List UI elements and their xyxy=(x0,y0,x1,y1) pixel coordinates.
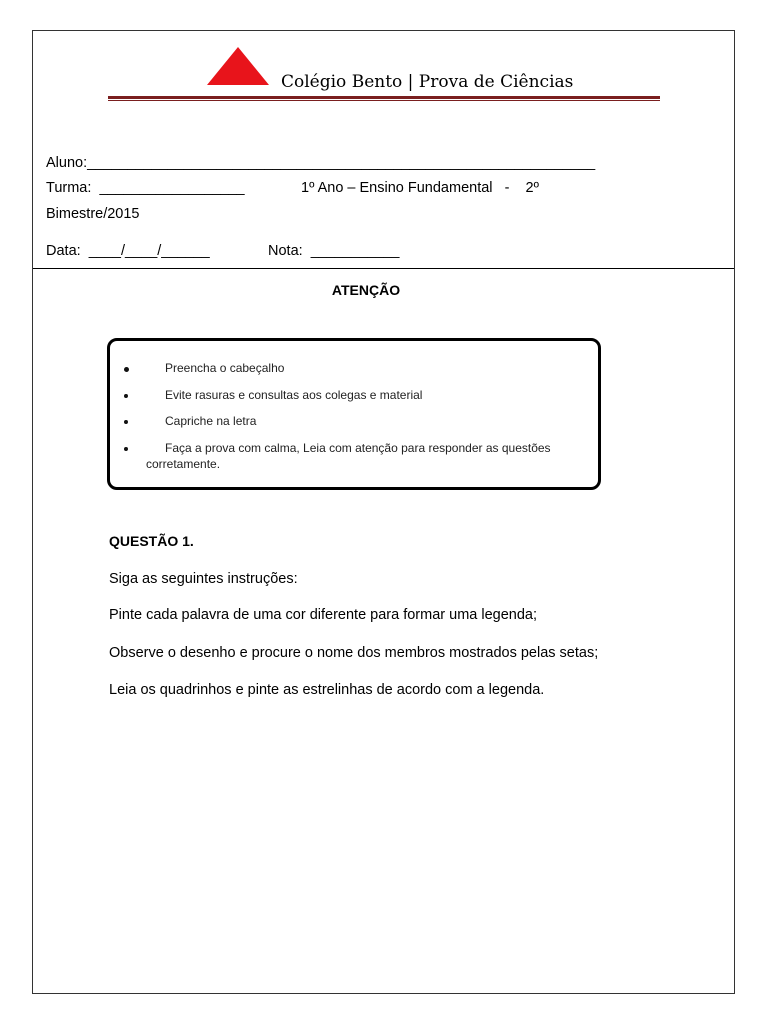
header-rule-thin xyxy=(108,100,660,101)
data-field[interactable]: Data: ____/____/______ xyxy=(46,243,210,259)
header-rule xyxy=(108,96,660,99)
instruction-line: Siga as seguintes instruções: xyxy=(109,571,298,587)
bullet-icon xyxy=(124,420,128,424)
school-title: Colégio Bento | Prova de Ciências xyxy=(281,72,574,92)
instruction-line: Observe o desenho e procure o nome dos membros mostrados pelas setas; xyxy=(109,645,599,661)
bullet-icon xyxy=(124,367,129,372)
attention-item-text: Evite rasuras e consultas aos colegas e material xyxy=(165,388,423,402)
attention-item-text: Capriche na letra xyxy=(165,414,257,428)
attention-box xyxy=(107,338,601,490)
instruction-line: Leia os quadrinhos e pinte as estrelinhas de acordo com a legenda. xyxy=(109,682,545,698)
attention-item-text: Preencha o cabeçalho xyxy=(165,361,285,375)
bullet-icon xyxy=(124,394,128,398)
bimestre-label: Bimestre/2015 xyxy=(46,206,140,222)
red-triangle-logo-icon xyxy=(206,46,270,86)
instruction-line: Pinte cada palavra de uma cor diferente para formar uma legenda; xyxy=(109,607,537,623)
nota-field[interactable]: Nota: ___________ xyxy=(268,243,400,259)
attention-item-continuation: corretamente. xyxy=(146,457,221,471)
turma-field[interactable]: Turma: __________________ xyxy=(46,180,245,196)
question-title: QUESTÃO 1. xyxy=(109,533,194,549)
serie-label: 1º Ano – Ensino Fundamental - 2º xyxy=(301,180,539,196)
attention-item-text: Faça a prova com calma, Leia com atenção para responder as questões xyxy=(165,441,551,455)
page-frame xyxy=(32,30,735,994)
attention-heading: ATENÇÃO xyxy=(331,282,401,298)
header-divider xyxy=(33,268,734,269)
aluno-field[interactable]: Aluno:_______________________________________________________________ xyxy=(46,155,596,171)
bullet-icon xyxy=(124,447,128,451)
